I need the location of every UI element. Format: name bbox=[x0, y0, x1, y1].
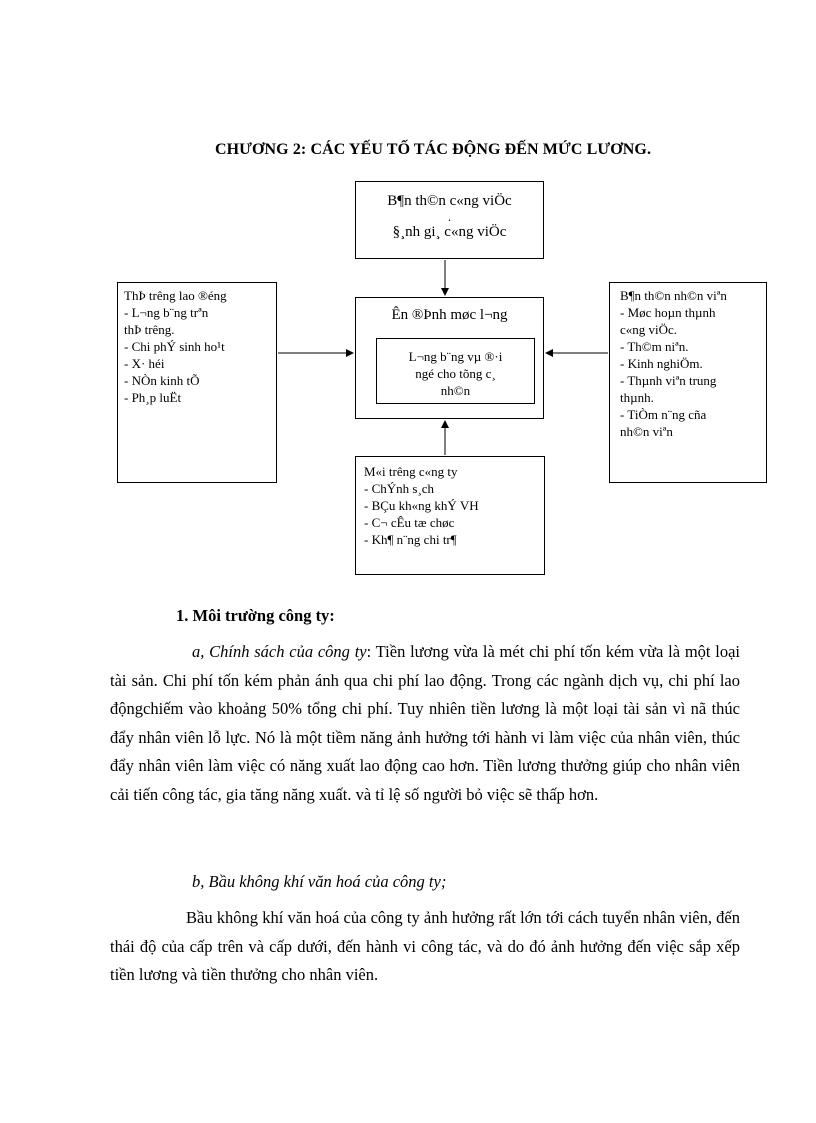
labor-market-line: ThÞ trêng lao ®éng bbox=[124, 288, 227, 303]
job-itself-box bbox=[355, 181, 544, 259]
labor-market-box bbox=[117, 282, 277, 483]
company-environment-line: - BÇu kh«ng khÝ VH bbox=[364, 498, 479, 513]
company-environment-line: M«i trêng c«ng ty bbox=[364, 464, 458, 479]
labor-market-line: thÞ trêng. bbox=[124, 322, 175, 337]
job-itself-label: B¶n th©n c«ng viÖc bbox=[387, 193, 512, 209]
employee-line: B¶n th©n nh©n viªn bbox=[620, 288, 727, 303]
job-itself-dot: . bbox=[447, 209, 452, 224]
labor-market-line: - Ph¸p luËt bbox=[124, 390, 182, 405]
employee-line: - Møc hoµn thµnh bbox=[620, 305, 716, 320]
company-environment-line: - C¬ cÊu tæ chøc bbox=[364, 515, 455, 530]
employee-line: - Kinh nghiÖm. bbox=[620, 356, 703, 371]
salary-setting-heading: Ên ®Þnh møc l¬ng bbox=[391, 307, 508, 323]
company-environment-box bbox=[355, 456, 545, 575]
individual-pay-line-2: ngé cho tõng c¸ bbox=[415, 366, 496, 381]
job-evaluation-label: §¸nh gi¸ c«ng viÖc bbox=[392, 224, 507, 240]
employee-line: c«ng viÖc. bbox=[620, 322, 678, 337]
labor-market-line: - Chi phÝ sinh ho¹t bbox=[124, 339, 225, 354]
subsection-b-label: b, Bầu không khí văn hoá của công ty; bbox=[192, 872, 447, 891]
individual-pay-box bbox=[376, 338, 535, 404]
paragraph-a-text: : Tiền lương vừa là mét chi phí tốn kém vừa là một loại tài sản. Chi phí tốn kém phản ánh qua chi phí lao động. Trong các ngành dịch vụ, chi phí lao độngchiếm vào khoảng 50% tổng chi phí. Tuy nhiên tiền lương là một loại tài sản vì nã thúc đẩy nhân viên lỗ lực. Nó là một tiềm năng ảnh hưởng tới hành vi làm việc của nhân viên, thúc đẩy nhân viên làm việc có năng xuất lao động cao hơn. Tiền lương thưởng giúp cho nhân viên cải tiến công tác, gia tăng năng xuất. và tỉ lệ số người bỏ việc sẽ thấp hơn. bbox=[110, 642, 741, 804]
labor-market-line: - L¬ng b¨ng trªn bbox=[124, 305, 209, 320]
chapter-title: CHƯƠNG 2: CÁC YẾU TỐ TÁC ĐỘNG ĐẾN MỨC LƯƠNG. bbox=[214, 141, 652, 158]
labor-market-line: - NÒn kinh tÕ bbox=[124, 373, 200, 388]
company-environment-line: - ChÝnh s¸ch bbox=[364, 481, 435, 496]
section-heading: 1. Môi trường công ty: bbox=[176, 606, 335, 625]
paragraph-b: Bầu không khí văn hoá của công ty ảnh hưởng rất lớn tới cách tuyển nhân viên, đến thái độ của cấp trên và cấp dưới, đến hành vi công tác, và do đó ảnh hưởng đến việc sắp xếp tiền lương và tiền thưởng cho nhân viên. bbox=[110, 908, 740, 984]
subsection-a-label: a, Chính sách của công ty bbox=[192, 642, 367, 661]
employee-line: - Thµnh viªn trung bbox=[620, 373, 717, 388]
paragraph-a bbox=[110, 638, 740, 809]
company-environment-line: - Kh¶ n¨ng chi tr¶ bbox=[364, 532, 457, 547]
employee-line: - TiÒm n¨ng cña bbox=[620, 407, 707, 422]
employee-line: nh©n viªn bbox=[620, 424, 673, 439]
salary-setting-box bbox=[355, 297, 544, 419]
employee-line: - Th©m niªn. bbox=[620, 339, 689, 354]
employee-box bbox=[609, 282, 767, 483]
individual-pay-line-1: L¬ng b¨ng vµ ®·i bbox=[408, 349, 503, 364]
labor-market-line: - X· héi bbox=[124, 356, 165, 371]
employee-line: thµnh. bbox=[620, 390, 654, 405]
individual-pay-line-3: nh©n bbox=[440, 383, 471, 398]
